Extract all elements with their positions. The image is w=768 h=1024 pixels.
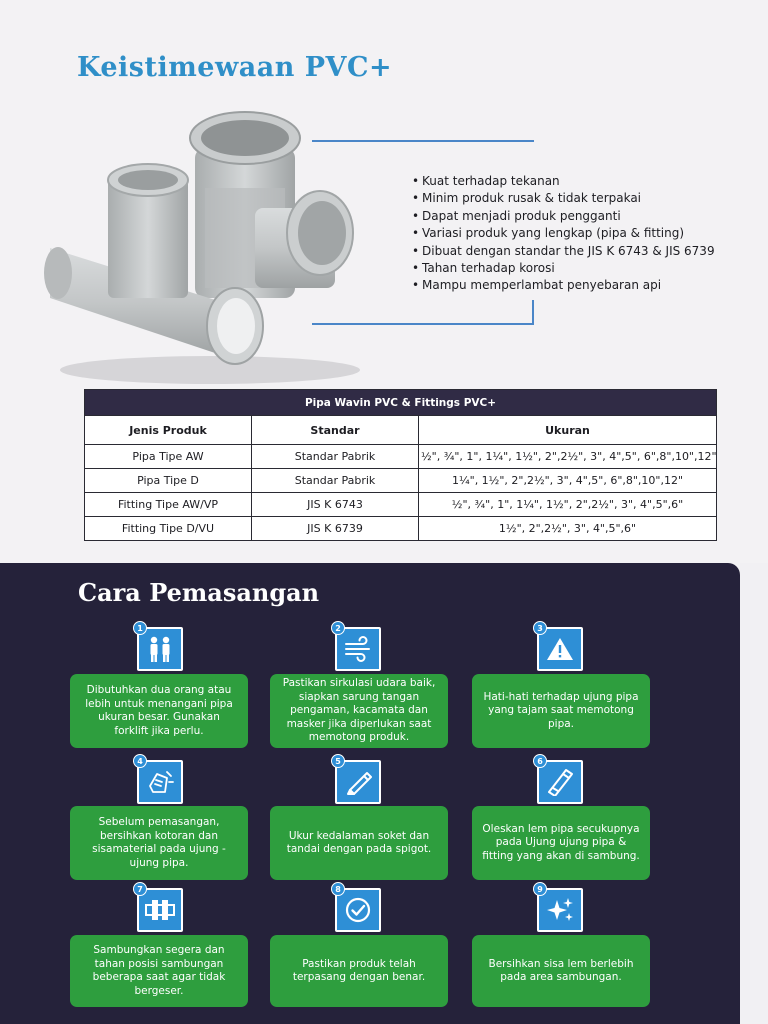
step-number: 4 (133, 754, 147, 768)
cell-size: ½", ¾", 1", 1¼", 1½", 2",2½", 3", 4",5",6" (419, 493, 717, 517)
cell-product: Pipa Tipe D (85, 469, 252, 493)
glue-tube-icon (537, 756, 583, 804)
step-number: 7 (133, 882, 147, 896)
step-number: 5 (331, 754, 345, 768)
cleaning-hand-icon (137, 756, 183, 804)
step-5-text: Ukur kedalaman soket dan tandai dengan pada spigot. (270, 806, 448, 880)
column-header: Jenis Produk (85, 416, 252, 445)
sparkle-icon (537, 884, 583, 932)
cell-size: 1½", 2",2½", 3", 4",5",6" (419, 517, 717, 541)
table-row (85, 445, 717, 469)
step-4-text: Sebelum pemasangan, bersihkan kotoran dan sisamaterial pada ujung - ujung pipa. (70, 806, 248, 880)
feature-list (412, 173, 715, 295)
step-8-text: Pastikan produk telah terpasang dengan benar. (270, 935, 448, 1007)
step-number: 6 (533, 754, 547, 768)
page-edge (740, 563, 768, 1024)
cell-standard: JIS K 6739 (252, 517, 419, 541)
step-9-text: Bersihkan sisa lem berlebih pada area sambungan. (472, 935, 650, 1007)
step-3-text: Hati-hati terhadap ujung pipa yang tajam saat memotong pipa. (472, 674, 650, 748)
page-title: Keistimewaan PVC+ (77, 52, 393, 83)
product-spec-table (84, 389, 717, 541)
step-2-text: Pastikan sirkulasi udara baik, siapkan sarung tangan pengaman, kacamata dan masker jika diperlukan saat memotong produk. (270, 674, 448, 748)
feature-bracket-top (312, 140, 534, 142)
cell-standard: JIS K 6743 (252, 493, 419, 517)
step-1-text: Dibutuhkan dua orang atau lebih untuk menangani pipa ukuran besar. Gunakan forklift jika perlu. (70, 674, 248, 748)
feature-bracket-bottom (312, 323, 534, 325)
step-number: 8 (331, 882, 345, 896)
table-row (85, 493, 717, 517)
feature-item: • Minim produk rusak & tidak terpakai (412, 191, 642, 206)
step-number: 9 (533, 882, 547, 896)
warning-icon (537, 623, 583, 671)
feature-item: • Mampu memperlambat penyebaran api (412, 278, 662, 293)
step-number: 1 (133, 621, 147, 635)
step-6-text: Oleskan lem pipa secukupnya pada Ujung ujung pipa & fitting yang akan di sambung. (472, 806, 650, 880)
cell-standard: Standar Pabrik (252, 445, 419, 469)
marker-icon (335, 756, 381, 804)
cell-standard: Standar Pabrik (252, 469, 419, 493)
table-row (85, 517, 717, 541)
step-number: 3 (533, 621, 547, 635)
pipe-joint-icon (137, 884, 183, 932)
cell-product: Fitting Tipe D/VU (85, 517, 252, 541)
step-7-text: Sambungkan segera dan tahan posisi sambungan beberapa saat agar tidak bergeser. (70, 935, 248, 1007)
pvc-fittings-image (40, 108, 370, 388)
table-caption: Pipa Wavin PVC & Fittings PVC+ (85, 390, 717, 416)
cell-product: Pipa Tipe AW (85, 445, 252, 469)
wind-icon (335, 623, 381, 671)
installation-title: Cara Pemasangan (78, 578, 320, 607)
cell-size: ½", ¾", 1", 1¼", 1½", 2",2½", 3", 4",5", 6",8",10",12" (419, 445, 717, 469)
table-row (85, 469, 717, 493)
column-header: Ukuran (419, 416, 717, 445)
feature-item: • Dapat menjadi produk pengganti (412, 208, 621, 223)
feature-item: • Kuat terhadap tekanan (412, 174, 560, 188)
step-number: 2 (331, 621, 345, 635)
feature-bracket-right (532, 300, 534, 325)
cell-product: Fitting Tipe AW/VP (85, 493, 252, 517)
feature-item: • Tahan terhadap korosi (412, 261, 555, 276)
two-people-icon (137, 623, 183, 671)
feature-item: • Variasi produk yang lengkap (pipa & fitting) (412, 226, 685, 241)
check-circle-icon (335, 884, 381, 932)
column-header: Standar (252, 416, 419, 445)
feature-item: • Dibuat dengan standar the JIS K 6743 & JIS 6739 (412, 243, 715, 258)
cell-size: 1¼", 1½", 2",2½", 3", 4",5", 6",8",10",12" (419, 469, 717, 493)
